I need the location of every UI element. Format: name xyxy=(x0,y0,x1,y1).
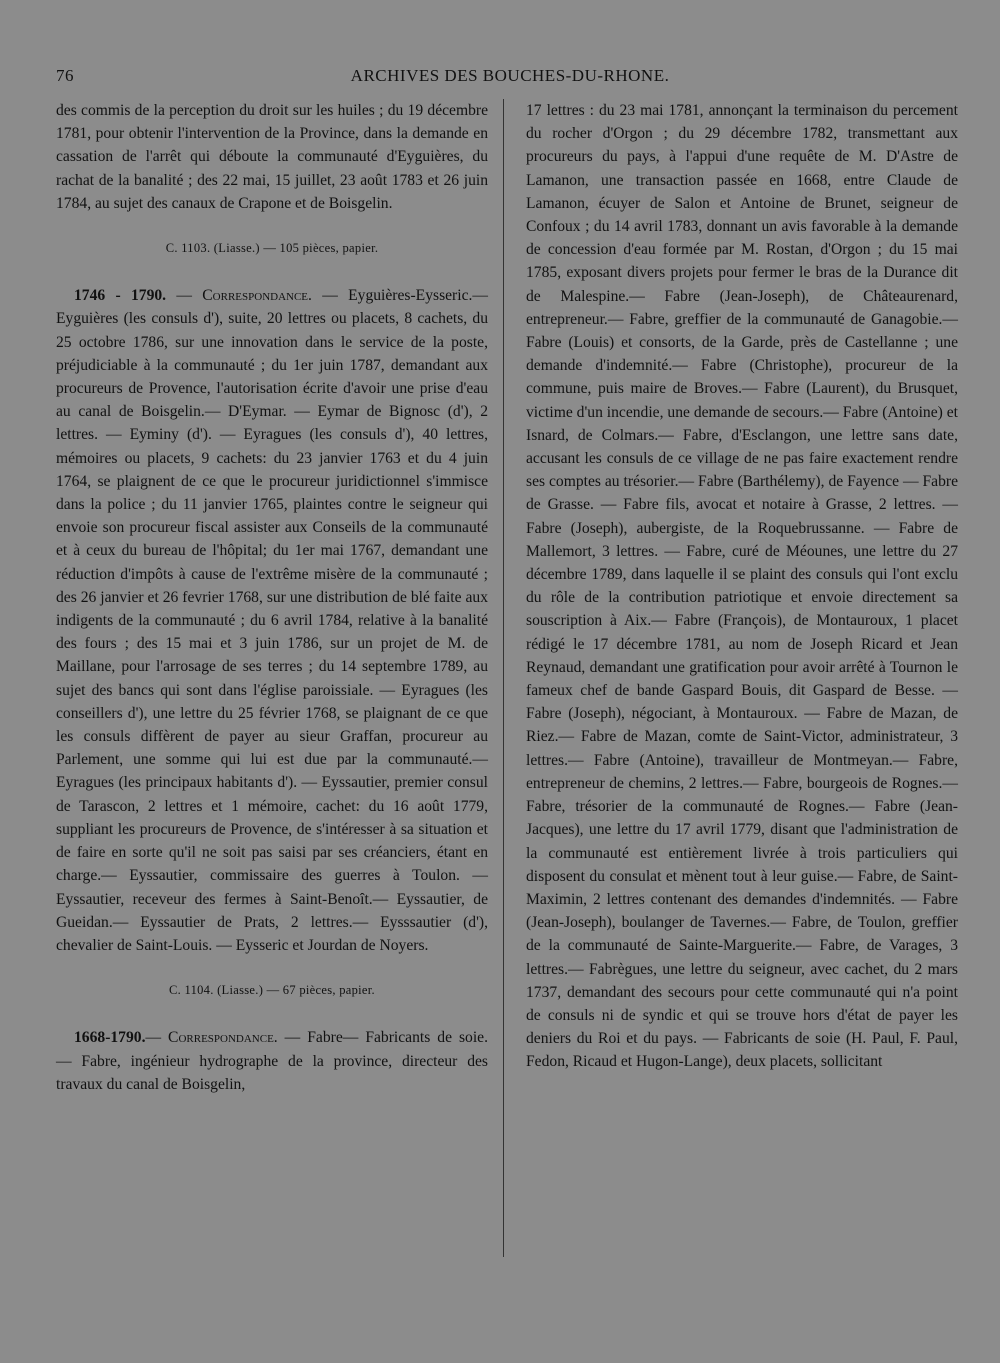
entry-date: 1668-1790. xyxy=(74,1029,146,1047)
column-divider xyxy=(503,99,504,1257)
entry-text: . — Eyguières-Eysseric.— Eyguières (les consuls d'), suite, 20 lettres ou placets, 8 cachets, du 25 octobre 1786, sur une innovation dans le service de la poste, préjudiciable à la communauté ; du 1er juin 1787, demandant aux procureurs de Provence, l'autorisation écrite d'avoir une prise d'eau au canal de Boisgelin.— D'Eymar. — Eymar de Bignosc (d'), 2 lettres. — Eyminy (d'). — Eyragues (les consuls d'), 40 lettres, mémoires ou placets, 9 cachets: du 23 janvier 1763 et du 4 juin 1764, se plaignent de ce que le procureur juridictionnel s'immisce dans la police ; du 11 janvier 1765, plaintes contre le seigneur qui envoie son procureur fiscal assister aux Conseils de la communauté et à ceux du bureau de l'hôpital; du 1er mai 1767, demandant une réduction d'impôts à cause de l'extrême misère de la communauté ; des 26 janvier et 26 fevrier 1768, sur une distribution de blé faite aux indigents de la communauté ; du 6 avril 1784, relative à la banalité des fours ; des 15 mai et 3 juin 1786, sur un projet de M. de Maillane, pour l'arrosage de ses terres ; du 14 septembre 1789, au sujet des bancs qui sont dans l'église paroissiale. — Eyragues (les conseillers d'), une lettre du 25 février 1768, se plaignant de ce que les consuls diffèrent de payer au sieur Graffan, procureur au Parlement, une somme qui lui est due par la communauté.— Eyragues (les principaux habitants d'). — Eyssautier, premier consul de Tarascon, 2 lettres et 1 mémoire, cachet: du 16 août 1779, suppliant les procureurs de Provence, de s'intéresser à sa situation et de faire en sorte qu'il ne soit pas saisi par ses créanciers, étant en charge.— Eyssautier, commissaire des guerres à Toulon. — Eyssautier, receveur des fermes à Saint-Benoît.— Eyssautier, de Gueidan.— Eyssautier de Prats, 2 lettres.— Eysssautier (d'), chevalier de Saint-Louis. — Eysseric et Jourdan de Noyers. xyxy=(56,287,488,954)
caption-c1103: C. 1103. (Liasse.) — 105 pièces, papier. xyxy=(165,241,379,256)
running-title: ARCHIVES DES BOUCHES-DU-RHONE. xyxy=(350,66,670,85)
entry-c1104: 1668-1790.— Correspondance. — Fabre— Fabricants de soie. — Fabre, ingénieur hydrographe de la province, directeur des travaux du canal de Boisgelin, xyxy=(56,1029,488,1093)
caption-c1104: C. 1104. (Liasse.) — 67 pièces, papier. xyxy=(169,983,375,998)
page-header xyxy=(56,66,964,94)
left-column xyxy=(56,99,488,1096)
right-column xyxy=(526,99,958,1074)
page-number: 76 xyxy=(56,66,74,85)
entry-heading: Correspondance xyxy=(202,287,309,305)
entry-c1103: 1746 - 1790. — Correspondance. — Eyguières-Eysseric.— Eyguières (les consuls d'), suite, 20 lettres ou placets, 8 cachets, du 25 octobre 1786, sur une innovation dans le service de la poste, préjudiciable à la communauté ; du 1er juin 1787, demandant aux procureurs de Provence, l'autorisation écrite d'avoir une prise d'eau au canal de Boisgelin.— D'Eymar. — Eymar de Bignosc (d'), 2 lettres. — Eyminy (d'). — Eyragues (les consuls d'), 40 lettres, mémoires ou placets, 9 cachets: du 23 janvier 1763 et du 4 juin 1764, se plaignent de ce que le procureur juridictionnel s'immisce dans la police ; du 11 janvier 1765, plaintes contre le seigneur qui envoie son procureur fiscal assister aux Conseils de la communauté et à ceux du bureau de l'hôpital; du 1er mai 1767, demandant une réduction d'impôts à cause de l'extrême misère de la communauté ; des 26 janvier et 26 fevrier 1768, sur une distribution de blé faite aux indigents de la communauté ; du 6 avril 1784, relative à la banalité des fours ; des 15 mai et 3 juin 1786, sur un projet de M. de Maillane, pour l'arrosage de ses terres ; du 14 septembre 1789, au sujet des bancs qui sont dans l'église paroissiale. — Eyragues (les conseillers d'), une lettre du 25 février 1768, se plaignant de ce que les consuls diffèrent de payer au sieur Graffan, procureur au Parlement, une somme qui lui est due par la communauté.— Eyragues (les principaux habitants d'). — Eyssautier, premier consul de Tarascon, 2 lettres et 1 mémoire, cachet: du 16 août 1779, suppliant les procureurs de Provence, de s'intéresser à sa situation et de faire en sorte qu'il ne soit pas saisi par ses créanciers, étant en charge.— Eyssautier, commissaire des guerres à Toulon. — Eyssautier, receveur des fermes à Saint-Benoît.— Eyssautier, de Gueidan.— Eyssautier de Prats, 2 lettres.— Eysssautier (d'), chevalier de Saint-Louis. — Eysseric et Jourdan de Noyers. xyxy=(56,287,488,954)
right-column-text: 17 lettres : du 23 mai 1781, annonçant la terminaison du percement du rocher d'Orgon ; du 29 décembre 1782, transmettant aux procureurs du pays, à l'appui d'une requête de M. D'Astre de Lamanon, une transaction passée en 1668, entre Claude de Lamanon, écuyer de Salon et Antoine de Brunet, seigneur de Confoux ; du 14 avril 1783, donnant un avis favorable à la demande de concession d'eau formée par M. Rostan, d'Orgon ; du 15 mai 1785, exposant divers projets pour fermer le bras de la Durance dit de Malespine.— Fabre (Jean-Joseph), de Châteaurenard, entrepreneur.— Fabre, greffier de la communauté de Ganagobie.— Fabre (Louis) et consorts, de la Garde, près de Castellanne ; une demande d'indemnité.— Fabre (Christophe), procureur de la commune, puis maire de Broves.— Fabre (Laurent), du Brusquet, victime d'un incendie, une demande de secours.— Fabre (Antoine) et Isnard, de Colmars.— Fabre, d'Esclangon, une lettre sans date, accusant les consuls de ce village de ne pas faire exactement rendre ses comptes au trésorier.— Fabre (Barthélemy), de Fayence — Fabre de Grasse. — Fabre fils, avocat et notaire à Grasse, 2 lettres. — Fabre (Joseph), aubergiste, de la Roquebrussanne. — Fabre de Mallemort, 3 lettres. — Fabre, curé de Méounes, une lettre du 27 décembre 1789, dans laquelle il se plaint des consuls qui l'ont exclu du rôle de la contribution patriotique et envoie directement sa souscription à Aix.— Fabre (François), de Montauroux, 1 placet rédigé le 17 décembre 1781, au nom de Joseph Ricard et Jean Reynaud, demandant une gratification pour avoir arrêté à Tournon le fameux chef de bande Gaspard Bouis, dit Gaspard de Besse. — Fabre (Joseph), négociant, à Montauroux. — Fabre de Mazan, de Riez.— Fabre de Mazan, comte de Saint-Victor, administrateur, 3 lettres.— Fabre (Antoine), travailleur de Montmeyan.— Fabre, entrepreneur de chemins, 2 lettres.— Fabre, bourgeois de Rognes.— Fabre, trésorier de la communauté de Rognes.— Fabre (Jean-Jacques), une lettre du 17 avril 1779, disant que l'administration de la communauté est entièrement livrée à trois particuliers qui disposent du consulat et mènent tout à leur guise.— Fabre, de Saint-Maximin, 2 lettres contenant des demandes d'indemnités. — Fabre (Jean-Joseph), boulanger de Tavernes.— Fabre, de Toulon, greffier de la communauté de Sainte-Marguerite.— Fabre, de Varages, 3 lettres.— Fabrègues, une lettre du seigneur, avec cachet, du 2 mars 1737, demandant des secours pour cette communauté qui n'a point de consuls ni de syndic et qui se trouve hors d'état de payer les deniers du Roi et du pays. — Fabricants de soie (H. Paul, F. Paul, Fedon, Ricaud et Hugon-Lange), deux placets, sollicitant xyxy=(526,102,958,1071)
continued-paragraph: des commis de la perception du droit sur les huiles ; du 19 décembre 1781, pour obtenir l'intervention de la Province, dans la demande en cassation de l'arrêt qui déboute la communauté d'Eyguières, du rachat de la banalité ; des 22 mai, 15 juillet, 23 août 1783 et 26 juin 1784, au sujet des canaux de Crapone et de Boisgelin. xyxy=(56,102,488,212)
entry-text: . — Fabre— Fabricants de soie. — Fabre, ingénieur hydrographe de la province, directeur des travaux du canal de Boisgelin, xyxy=(56,1029,488,1093)
entry-date: 1746 - 1790. xyxy=(74,287,167,305)
entry-heading: Correspondance xyxy=(168,1029,274,1047)
